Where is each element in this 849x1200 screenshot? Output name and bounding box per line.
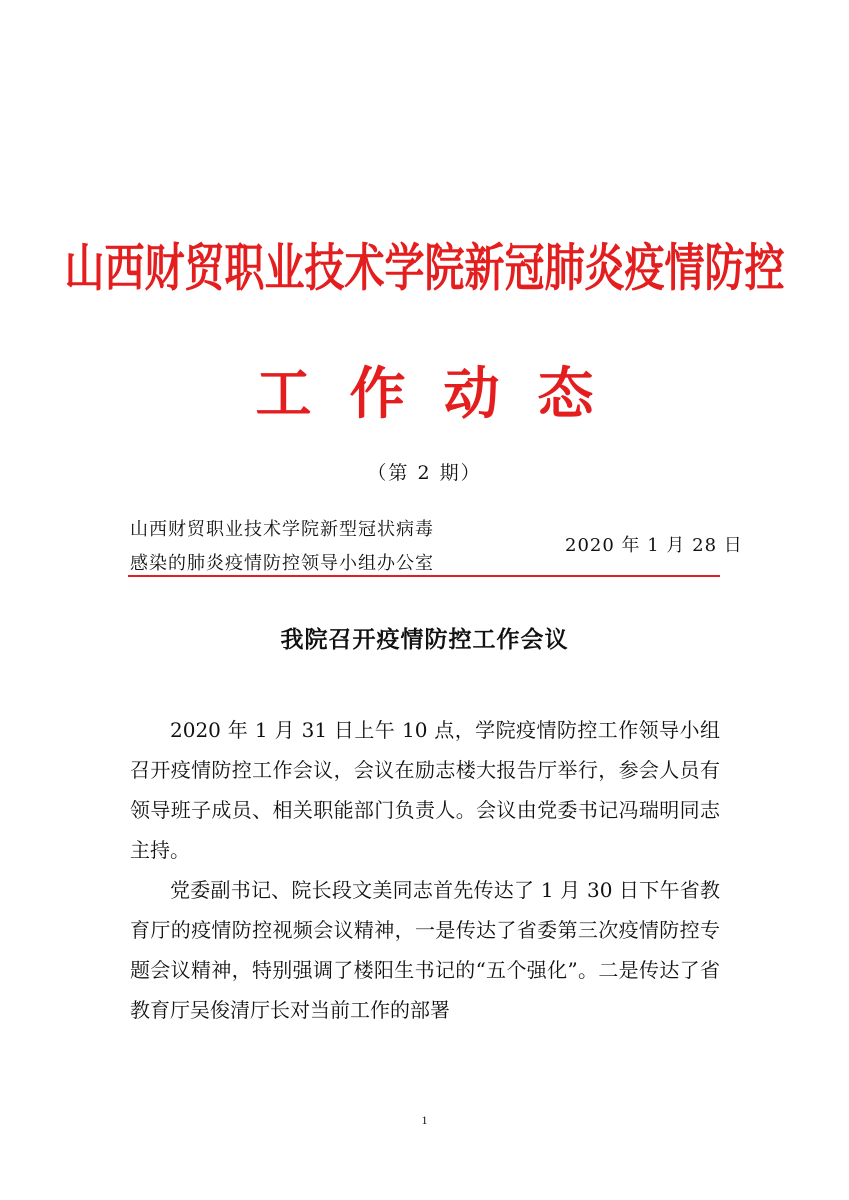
bulletin-title-line1: 山西财贸职业技术学院新冠肺炎疫情防控 [64,238,785,299]
issuing-office [130,513,434,581]
issue-number: （第 2 期） [367,462,482,484]
issue-date: 2020 年 1 月 28 日 [565,535,743,556]
article-paragraph-2: 党委副书记、院长段文美同志首先传达了 1 月 30 日下午省教育厅的疫情防控视频会议精神，一是传达了省委第三次疫情防控专题会议精神，特别强调了楼阳生书记的“五个强化”。二是传达了省教育厅吴俊清厅长对当前工作的部署 [130,878,720,1022]
article-title: 我院召开疫情防控工作会议 [280,626,569,653]
article-paragraph-1: 2020 年 1 月 31 日上午 10 点，学院疫情防控工作领导小组召开疫情防控工作会议，会议在励志楼大报告厅举行，参会人员有领导班子成员、相关职能部门负责人。会议由党委书记冯瑞明同志主持。 [130,718,720,862]
article-body [130,710,720,1030]
issuing-office-line2: 感染的肺炎疫情防控领导小组办公室 [130,553,434,574]
page-number: 1 [421,1113,428,1127]
bulletin-title-line2: 工作动态 [255,361,632,427]
issuing-office-line1: 山西财贸职业技术学院新型冠状病毒 [130,519,434,540]
header-divider [128,575,720,577]
